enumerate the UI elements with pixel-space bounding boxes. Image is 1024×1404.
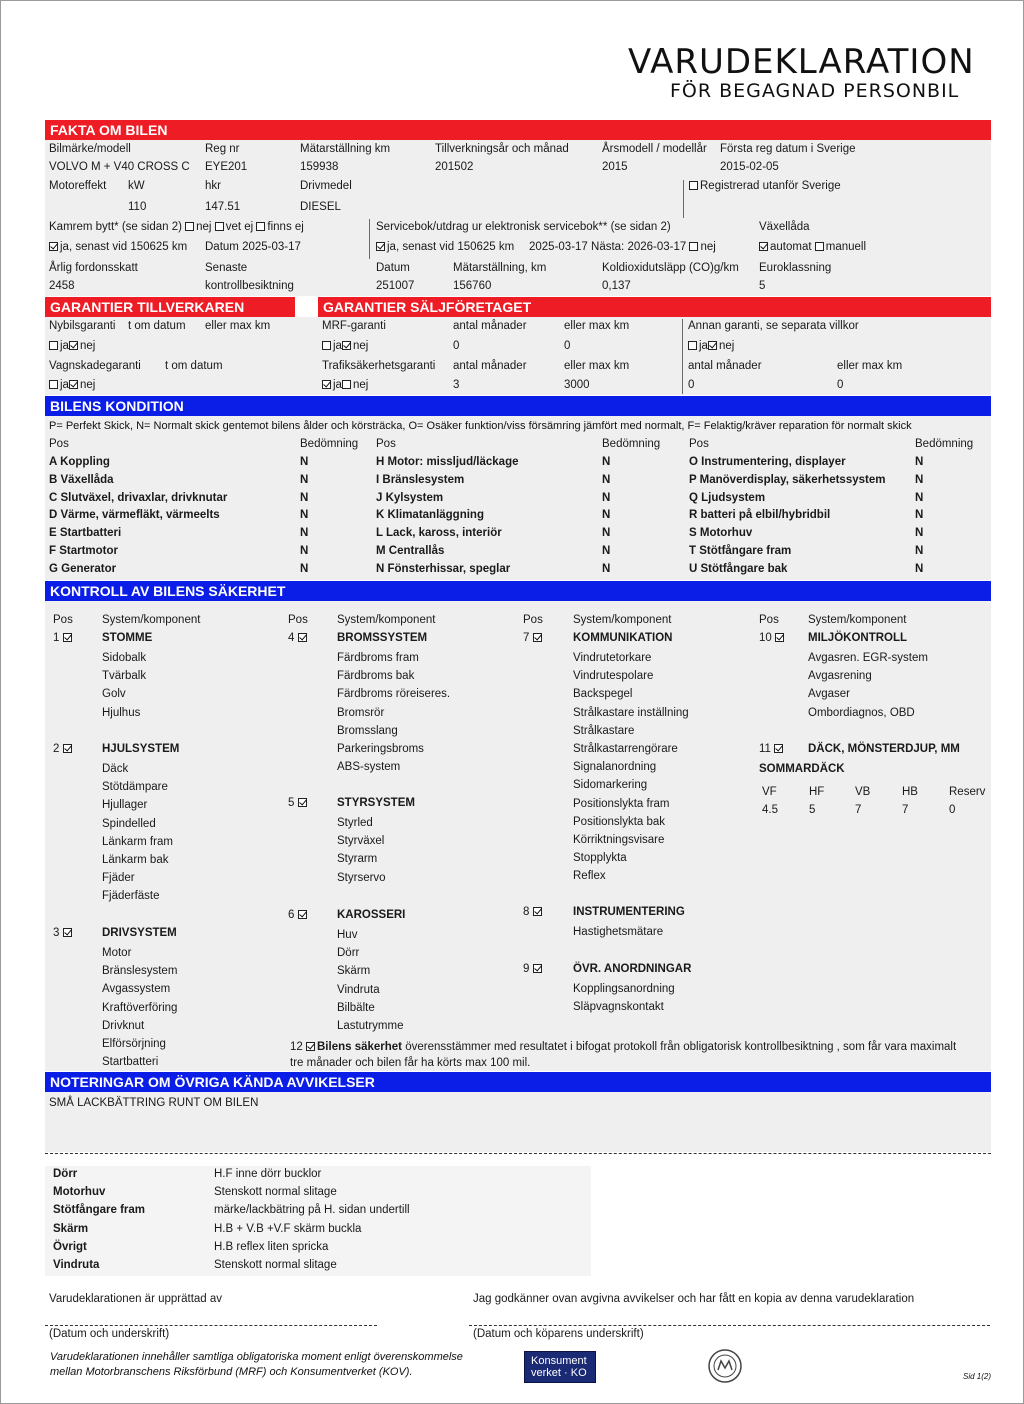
kontroll-item: Styrled [337, 817, 373, 829]
kondition-item-rating: N [915, 527, 924, 540]
annan-man-label: antal månader [688, 360, 762, 372]
trafik-km-label: eller max km [564, 360, 630, 372]
tire-position-label: HB [902, 786, 918, 798]
hkr-label: hkr [205, 180, 221, 192]
kw-label: kW [128, 180, 145, 192]
kontroll-item: Bromsrör [337, 706, 385, 719]
kondition-item-name: K Klimatanläggning [376, 509, 484, 522]
upprattad-label: Varudeklarationen är upprättad av [49, 1293, 223, 1305]
annan-man-value: 0 [688, 379, 695, 391]
kondition-item-name: J Kylsystem [376, 491, 444, 504]
section-garanti-tillv-header: GARANTIER TILLVERKAREN [45, 297, 295, 317]
divider [683, 180, 684, 218]
senaste-label: Senaste [205, 262, 248, 274]
kontroll-group-checkbox[interactable] [533, 633, 542, 642]
co2-value: 0,137 [602, 280, 631, 292]
kondition-item-name: I Bränslesystem [376, 473, 465, 486]
kontroll-group-checkbox[interactable] [775, 633, 784, 642]
kontroll-label: kontrollbesiktning [205, 280, 294, 292]
kond-pos-label: Pos [49, 438, 69, 450]
forsta-label: Första reg datum i Sverige [720, 143, 856, 155]
trafik-km-value: 3000 [564, 379, 590, 391]
tire-depth-value: 7 [855, 804, 862, 816]
drivmedel-label: Drivmedel [300, 180, 352, 192]
kontroll-sys-label: System/komponent [808, 614, 907, 626]
arsmodell-label: Årsmodell / modellår [602, 143, 707, 155]
kontroll-item: Huv [337, 929, 358, 941]
kondition-item-name: T Stötfångare fram [689, 545, 792, 557]
registrerad-field: Registrerad utanför Sverige [689, 181, 841, 193]
kondition-item-name: C Slutväxel, drivaxlar, drivknutar [49, 491, 228, 504]
kontroll-group-checkbox[interactable] [533, 907, 542, 916]
vaxel-label: Växellåda [759, 221, 810, 233]
kondition-item-name: B Växellåda [49, 473, 114, 486]
bilmarke-label: Bilmärke/modell [49, 143, 131, 155]
disclaimer-line1: Varudeklarationen innehåller samtliga obligatoriska moment enligt överenskommelse [50, 1351, 463, 1363]
kontroll-item: Kraftöverföring [102, 1001, 178, 1014]
kontroll-item: Fjäderfäste [102, 890, 160, 903]
kontroll-item: Skärm [337, 965, 371, 978]
kontroll-item: Bilbälte [337, 1001, 375, 1014]
kontroll-item: Styrservo [337, 871, 386, 884]
kontroll-item: Stötdämpare [102, 781, 168, 794]
euro-value: 5 [759, 280, 766, 292]
kontroll-item: Länkarm fram [102, 835, 173, 848]
tillv-label: Tillverkningsår och månad [435, 143, 569, 155]
tire-position-label: HF [809, 786, 825, 798]
avvikelse-description: Stenskott normal slitage [214, 1259, 337, 1271]
kondition-item-rating: N [602, 509, 611, 522]
kontroll-group-number: 9 [523, 964, 544, 976]
vagn-nej-checkbox[interactable] [69, 380, 78, 389]
kondition-item-rating: N [915, 545, 924, 557]
vagn-tom-label: t om datum [165, 360, 223, 372]
vagn-ja-checkbox[interactable] [49, 380, 58, 389]
hkr-value: 147.51 [205, 201, 241, 213]
kontroll-group-number: 7 [523, 633, 544, 645]
automat-checkbox[interactable] [759, 242, 768, 251]
kontroll-sys-label: System/komponent [337, 614, 436, 626]
signature-line-buyer[interactable] [469, 1325, 990, 1326]
divider [369, 219, 370, 259]
kontroll-group-title: INSTRUMENTERING [573, 906, 685, 918]
kontroll-item: Hastighetsmätare [573, 926, 664, 938]
kw-value: 110 [128, 201, 147, 213]
kontroll-item: Motor [102, 947, 132, 959]
trafik-man-label: antal månader [453, 360, 527, 372]
vagn-label: Vagnskadegaranti [49, 360, 141, 372]
mrf-logo-icon [707, 1348, 743, 1384]
kontroll-item: Färdbroms röreiseres. [337, 688, 451, 701]
section-noteringar-header: NOTERINGAR OM ÖVRIGA KÄNDA AVVIKELSER [45, 1072, 991, 1092]
annan-janej: ja nej [688, 341, 734, 353]
kontroll-group-checkbox[interactable] [533, 964, 542, 973]
kontroll-item: Startbatteri [102, 1056, 159, 1069]
kontroll-pos-label: Pos [288, 614, 308, 626]
kontroll-item: Reflex [573, 870, 606, 883]
tire-depth-value: 5 [809, 804, 816, 816]
kontroll-group-checkbox[interactable] [774, 744, 783, 753]
kontroll-sys-label: System/komponent [102, 614, 201, 626]
kontroll-item: Kopplingsanordning [573, 983, 675, 995]
kondition-item-name: R batteri på elbil/hybridbil [689, 509, 831, 522]
kontroll-item: Strålkastare [573, 724, 635, 737]
kondition-item-rating: N [602, 545, 611, 557]
document-subtitle: FÖR BEGAGNAD PERSONBIL [670, 80, 960, 102]
datum-kopare-label: (Datum och köparens underskrift) [473, 1328, 644, 1340]
avvikelse-description: märke/lackbätring på H. sidan undertill [214, 1204, 410, 1217]
kontroll-item: Vindruta [337, 983, 380, 996]
trafik-janej: ja nej [322, 380, 368, 392]
regnr-label: Reg nr [205, 143, 240, 155]
kond-bed-label: Bedömning [602, 438, 661, 450]
kondition-item-rating: N [602, 491, 611, 504]
kontroll-item: Styrarm [337, 853, 378, 866]
kontroll-pos-label: Pos [759, 614, 779, 626]
kontroll-group-number: 10 [759, 633, 786, 645]
trafik-label: Trafiksäkerhetsgaranti [322, 360, 436, 372]
kontroll-group-title: DRIVSYSTEM [102, 927, 177, 939]
kontroll-item: Färdbroms fram [337, 652, 419, 664]
godkanner-label: Jag godkänner ovan avgivna avvikelser och har fått en kopia av denna varudeklaration [473, 1293, 915, 1305]
divider [682, 319, 683, 394]
kontroll-item: Släpvagnskontakt [573, 1001, 664, 1014]
section-kontroll-header: KONTROLL AV BILENS SÄKERHET [45, 581, 991, 601]
section-kondition-header: BILENS KONDITION [45, 396, 991, 416]
avvikelse-part: Motorhuv [53, 1186, 106, 1199]
kontroll-group-number: 6 [288, 910, 309, 922]
arsmodell-value: 2015 [602, 161, 628, 173]
kontroll-item: Drivknut [102, 1019, 145, 1032]
kontroll-item: Signalanordning [573, 761, 657, 774]
kondition-item-rating: N [300, 473, 309, 486]
noteringar-text: SMÅ LACKBÄTTRING RUNT OM BILEN [49, 1097, 259, 1109]
note12-checkbox[interactable] [306, 1042, 315, 1051]
kondition-item-rating: N [300, 509, 309, 522]
kond-bed-label: Bedömning [300, 438, 359, 450]
avvikelse-description: Stenskott normal slitage [214, 1186, 337, 1199]
kamrem-ja-checkbox[interactable] [49, 242, 58, 251]
mrf-km-label: eller max km [564, 320, 630, 332]
kontroll-item: Elförsörjning [102, 1038, 166, 1050]
nybil-tom-label: t om datum [128, 320, 186, 332]
noteringar-dash-line [45, 1153, 991, 1154]
kondition-item-name: A Koppling [49, 456, 110, 468]
kontroll-group-checkbox[interactable] [298, 633, 307, 642]
trafik-ja-checkbox[interactable] [322, 380, 331, 389]
kontroll-pos-label: Pos [53, 614, 73, 626]
nybil-label: Nybilsgaranti [49, 320, 116, 332]
kontroll-item: Positionslykta bak [573, 815, 666, 828]
tire-position-label: VF [762, 786, 777, 798]
kontroll-item: Tvärbalk [102, 670, 147, 683]
service-ja-field: ja, senast vid 150625 km [376, 242, 514, 254]
avvikelse-description: H.B + V.B +V.F skärm buckla [214, 1222, 362, 1235]
kontroll-item: Bromsslang [337, 724, 398, 737]
kontroll-item: Hjulhus [102, 706, 141, 719]
mrf-ja-checkbox[interactable] [322, 341, 331, 350]
tire-position-label: Reserv [949, 786, 986, 798]
kontroll-group-title: STOMME [102, 632, 153, 644]
kondition-item-name: G Generator [49, 562, 117, 575]
kontroll-group-title: ÖVR. ANORDNINGAR [573, 963, 692, 975]
kontroll-item: Länkarm bak [102, 854, 169, 866]
kontroll-group-number: 5 [288, 798, 309, 810]
tire-depth-value: 4.5 [762, 804, 778, 816]
co2-label: Koldioxidutsläpp (CO)g/km [602, 262, 739, 274]
kontroll-group-number: 3 [53, 928, 74, 940]
kontroll-item: Stopplykta [573, 852, 627, 865]
datum-value: 251007 [376, 280, 415, 292]
mrf-janej: ja nej [322, 341, 368, 353]
kondition-item-rating: N [915, 491, 924, 504]
kondition-item-name: P Manöverdisplay, säkerhetssystem [689, 473, 886, 486]
kondition-item-rating: N [915, 509, 924, 522]
avvikelse-description: H.B reflex liten spricka [214, 1240, 329, 1253]
sommardack-label: SOMMARDÄCK [759, 763, 845, 775]
nybil-ja-checkbox[interactable] [49, 341, 58, 350]
kondition-item-rating: N [602, 473, 611, 486]
mrf-label: MRF-garanti [322, 320, 386, 332]
kontroll-group-checkbox[interactable] [63, 928, 72, 937]
document-title: VARUDEKLARATION [628, 42, 975, 82]
kontroll-item: Bränslesystem [102, 965, 178, 978]
kondition-item-name: E Startbatteri [49, 527, 122, 540]
kondition-item-rating: N [300, 491, 309, 504]
kontroll-group-title: STYRSYSTEM [337, 797, 415, 809]
vagn-janej: ja nej [49, 380, 95, 392]
tire-depth-value: 7 [902, 804, 909, 816]
disclaimer-line2: mellan Motorbranschens Riksförbund (MRF) och Konsumentverket (KOV). [50, 1366, 413, 1378]
kontroll-group-number: 1 [53, 633, 74, 645]
kond-pos-label: Pos [376, 438, 396, 450]
kondition-item-rating: N [300, 562, 309, 575]
tire-depth-value: 0 [949, 804, 956, 816]
trafik-man-value: 3 [453, 379, 460, 391]
regnr-value: EYE201 [205, 161, 248, 173]
service-ja-checkbox[interactable] [376, 242, 385, 251]
tillv-value: 201502 [435, 161, 474, 173]
annan-km-label: eller max km [837, 360, 903, 372]
kamrem-datum: Datum 2025-03-17 [205, 241, 301, 253]
kamrem-finnsej-checkbox[interactable] [256, 222, 265, 231]
kontroll-item: Dörr [337, 947, 360, 960]
kontroll-item: Körriktningsvisare [573, 834, 665, 846]
kondition-item-rating: N [915, 456, 924, 468]
kondition-item-name: F Startmotor [49, 545, 118, 557]
kondition-item-name: O Instrumentering, displayer [689, 456, 846, 468]
skatt-value: 2458 [49, 280, 75, 292]
matar2-value: 156760 [453, 280, 492, 292]
kondition-item-name: H Motor: missljud/läckage [376, 456, 519, 468]
kontroll-item: Lastutrymme [337, 1020, 404, 1032]
kontroll-item: Styrväxel [337, 835, 385, 848]
kondition-item-rating: N [915, 473, 924, 486]
kontroll-sys-label: System/komponent [573, 614, 672, 626]
kontroll-item: Avgasrening [808, 670, 872, 683]
kontroll-group-checkbox[interactable] [63, 744, 72, 753]
kondition-item-name: U Stötfångare bak [689, 562, 788, 575]
kondition-item-name: S Motorhuv [689, 527, 753, 540]
kontroll-group-number: 8 [523, 907, 544, 919]
forsta-value: 2015-02-05 [720, 161, 779, 173]
manuell-checkbox[interactable] [815, 242, 824, 251]
kondition-item-rating: N [602, 527, 611, 540]
kontroll-group-title: KAROSSERI [337, 909, 406, 921]
kontroll-item: Hjullager [102, 799, 148, 812]
kontroll-group-title: MILJÖKONTROLL [808, 632, 908, 644]
bilmarke-value: VOLVO M + V40 CROSS C [49, 161, 190, 173]
kontroll-item: Avgassystem [102, 983, 171, 996]
kontroll-group-title: KOMMUNIKATION [573, 632, 673, 644]
kondition-item-name: M Centrallås [376, 545, 445, 557]
kondition-item-rating: N [300, 456, 309, 468]
vaxel-field: automat manuell [759, 242, 866, 254]
kamrem-ja-field: ja, senast vid 150625 km [49, 242, 187, 254]
kontroll-group-title: BROMSSYSTEM [337, 632, 428, 644]
kontroll-item: Fjäder [102, 872, 135, 885]
kontroll-group-checkbox[interactable] [298, 798, 307, 807]
nybil-janej: ja nej [49, 341, 95, 353]
service-datum-field: 2025-03-17 Nästa: 2026-03-17 nej [529, 241, 716, 253]
kondition-item-name: L Lack, kaross, interiör [376, 527, 502, 540]
datum-label: Datum [376, 262, 410, 274]
annan-label: Annan garanti, se separata villkor [688, 320, 859, 332]
kontroll-item: Sidomarkering [573, 779, 648, 792]
kontroll-pos-label: Pos [523, 614, 543, 626]
avvikelse-part: Dörr [53, 1168, 78, 1180]
kondition-item-name: Q Ljudsystem [689, 491, 766, 504]
kontroll-item: Golv [102, 688, 126, 701]
annan-nej-checkbox[interactable] [708, 341, 717, 350]
kamrem-vetej-checkbox[interactable] [215, 222, 224, 231]
signature-line-seller[interactable] [45, 1325, 377, 1326]
matar-value: 159938 [300, 161, 339, 173]
mrf-man-label: antal månader [453, 320, 527, 332]
kontroll-group-number: 4 [288, 633, 309, 645]
kontroll-item: Ombordiagnos, OBD [808, 706, 915, 719]
datum-underskrift-label: (Datum och underskrift) [49, 1328, 170, 1340]
kontroll-item: Avgaser [808, 688, 850, 701]
trafik-nej-checkbox[interactable] [342, 380, 351, 389]
avvikelse-description: H.F inne dörr bucklor [214, 1168, 322, 1180]
skatt-label: Årlig fordonsskatt [49, 262, 138, 274]
tire-position-label: VB [855, 786, 871, 798]
kontroll-group-number: 11 [759, 744, 785, 756]
kondition-item-rating: N [602, 562, 611, 575]
mrf-nej-checkbox[interactable] [342, 341, 351, 350]
kond-pos-label: Pos [689, 438, 709, 450]
kontroll-item: Däck [102, 763, 129, 775]
mrf-man-value: 0 [453, 340, 460, 352]
kontroll-item: Vindrutetorkare [573, 652, 652, 664]
kamrem-label: Kamrem bytt* (se sidan 2) nej vet ej finns ej [49, 221, 304, 233]
avvikelse-part: Skärm [53, 1222, 89, 1235]
service-nej-checkbox[interactable] [689, 242, 698, 251]
kontroll-item: Sidobalk [102, 652, 147, 664]
avvikelse-part: Övrigt [53, 1240, 87, 1253]
kond-bed-label: Bedömning [915, 438, 974, 450]
kondition-item-rating: N [300, 545, 309, 557]
kontroll-item: Färdbroms bak [337, 670, 415, 683]
kondition-item-rating: N [915, 562, 924, 575]
matar-label: Mätarställning km [300, 143, 391, 155]
annan-ja-checkbox[interactable] [688, 341, 697, 350]
kontroll-item: Parkeringsbroms [337, 743, 424, 755]
kontroll-group-checkbox[interactable] [63, 633, 72, 642]
kontroll-item: Vindrutespolare [573, 670, 654, 683]
kamrem-nej-checkbox[interactable] [185, 222, 194, 231]
kondition-legend: P= Perfekt Skick, N= Normalt skick gentemot bilens ålder och körsträcka, O= Osäker funktion/viss försämring jämfört med normalt, F= Felaktig/kräver reparation för normalt skick [49, 420, 912, 432]
note12: 12 Bilens säkerhet överensstämmer med resultatet i bifogat protokoll från obligatorisk kontrollbesiktning , som får vara maximalt [290, 1041, 957, 1053]
nybil-nej-checkbox[interactable] [69, 341, 78, 350]
section-fakta-header: FAKTA OM BILEN [45, 120, 991, 140]
kontroll-item: Spindelled [102, 817, 156, 830]
note12-line2: tre månader och bilen får ha körts max 100 mil. [290, 1057, 531, 1069]
konsumentverket-logo: Konsument verket · KO [524, 1351, 596, 1383]
annan-km-value: 0 [837, 379, 844, 391]
kontroll-item: Strålkastare inställning [573, 706, 689, 719]
kontroll-item: Avgasren. EGR-system [808, 652, 928, 664]
kontroll-group-title: HJULSYSTEM [102, 743, 180, 755]
kontroll-group-title: DÄCK, MÖNSTERDJUP, MM [808, 743, 960, 755]
motoreffekt-label: Motoreffekt [49, 180, 107, 192]
matar2-label: Mätarställning, km [453, 262, 547, 274]
kontroll-group-checkbox[interactable] [298, 910, 307, 919]
kondition-item-rating: N [300, 527, 309, 540]
section-garanti-salj-header: GARANTIER SÄLJFÖRETAGET [318, 297, 991, 317]
kontroll-item: Backspegel [573, 688, 633, 701]
kontroll-item: Strålkastarrengörare [573, 743, 678, 755]
page-number: Sid 1(2) [963, 1372, 992, 1381]
kondition-item-name: N Fönsterhissar, speglar [376, 562, 511, 575]
mrf-km-value: 0 [564, 340, 571, 352]
avvikelse-part: Vindruta [53, 1259, 100, 1271]
kondition-item-name: D Värme, värmefläkt, värmeelts [49, 509, 220, 522]
registrerad-checkbox[interactable] [689, 181, 698, 190]
kontroll-item: ABS-system [337, 761, 401, 774]
euro-label: Euroklassning [759, 262, 832, 274]
service-label: Servicebok/utdrag ur elektronisk servicebok** (se sidan 2) [376, 221, 671, 233]
kondition-item-rating: N [602, 456, 611, 468]
avvikelse-part: Stötfångare fram [53, 1204, 146, 1217]
drivmedel-value: DIESEL [300, 201, 341, 213]
nybil-km-label: eller max km [205, 320, 271, 332]
kontroll-item: Positionslykta fram [573, 797, 670, 810]
kontroll-group-number: 2 [53, 744, 74, 756]
